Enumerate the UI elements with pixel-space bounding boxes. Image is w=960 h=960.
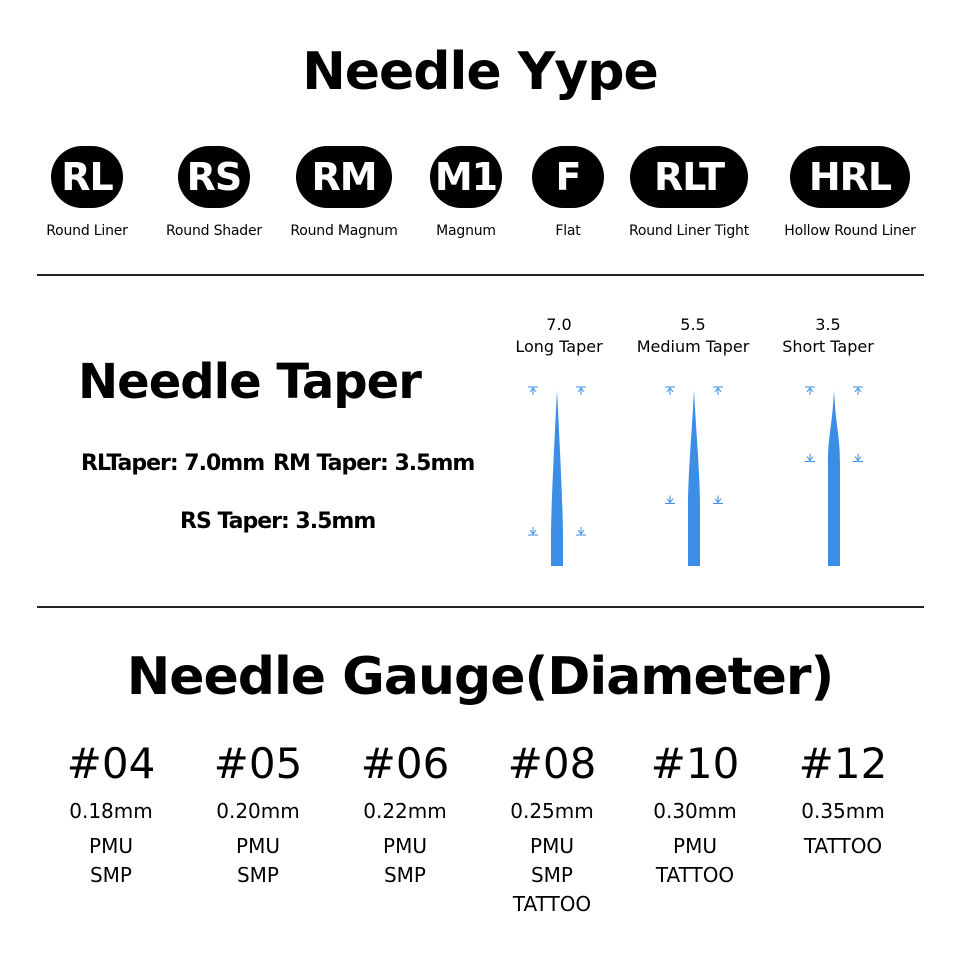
gauge-use: TATTOO — [803, 834, 883, 858]
gauge-diameter: 0.30mm — [653, 799, 737, 823]
gauge-item — [482, 736, 622, 919]
taper-value: 7.0 — [546, 315, 572, 334]
needle-type-label: Hollow Round Liner — [784, 223, 916, 239]
gauge-number: #05 — [213, 739, 303, 788]
gauge-uses — [773, 832, 913, 861]
needle-type-label: Magnum — [436, 223, 496, 239]
needle-type-label: Round Magnum — [290, 223, 398, 239]
gauge-item — [41, 736, 181, 890]
needle-code-badge: F — [532, 146, 604, 208]
gauge-use: PMU — [530, 834, 574, 858]
rl-taper-spec: RLTaper: 7.0mm — [81, 451, 265, 476]
gauge-diameter: 0.22mm — [363, 799, 447, 823]
needle-type-label: Round Liner — [46, 223, 128, 239]
gauge-diameter: 0.35mm — [801, 799, 885, 823]
needle-code-badge: RLT — [630, 146, 748, 208]
gauge-number: #08 — [507, 739, 597, 788]
gauge-use: SMP — [89, 863, 132, 887]
gauge-use: SMP — [530, 863, 573, 887]
needle-type-label: Flat — [555, 223, 581, 239]
gauge-number: #04 — [66, 739, 156, 788]
gauge-use: PMU — [89, 834, 133, 858]
gauge-item — [335, 736, 475, 890]
gauge-diameter: 0.25mm — [510, 799, 594, 823]
gauge-use: SMP — [236, 863, 279, 887]
gauge-item — [773, 736, 913, 861]
needle-code-badge: M1 — [430, 146, 502, 208]
gauge-use: PMU — [236, 834, 280, 858]
taper-value: 3.5 — [815, 315, 841, 334]
gauge-uses — [41, 832, 181, 890]
needle-type-title: Needle Yype — [302, 42, 658, 102]
gauge-number: #12 — [798, 739, 888, 788]
needle-gauge-title: Needle Gauge(Diameter) — [126, 647, 834, 707]
gauge-diameter: 0.18mm — [69, 799, 153, 823]
needle-shape — [551, 390, 563, 566]
taper-name: Short Taper — [782, 337, 874, 356]
needle-shape — [688, 390, 700, 566]
gauge-use: TATTOO — [512, 892, 592, 916]
gauge-uses — [482, 832, 622, 919]
needle-type-label: Round Liner Tight — [629, 223, 749, 239]
gauge-uses — [188, 832, 328, 890]
gauge-diameter: 0.20mm — [216, 799, 300, 823]
section-divider — [37, 606, 924, 608]
rs-taper-spec: RS Taper: 3.5mm — [180, 509, 376, 534]
taper-name: Long Taper — [515, 337, 603, 356]
gauge-use: SMP — [383, 863, 426, 887]
gauge-use: TATTOO — [655, 863, 735, 887]
gauge-use: PMU — [383, 834, 427, 858]
needle-code-badge: RS — [178, 146, 250, 208]
gauge-use: PMU — [673, 834, 717, 858]
gauge-item — [625, 736, 765, 890]
gauge-number: #06 — [360, 739, 450, 788]
gauge-uses — [625, 832, 765, 890]
needle-code-badge: HRL — [790, 146, 910, 208]
gauge-uses — [335, 832, 475, 890]
gauge-number: #10 — [650, 739, 740, 788]
needle-shape — [828, 390, 840, 566]
rm-taper-spec: RM Taper: 3.5mm — [273, 451, 475, 476]
needle-code-badge: RM — [296, 146, 392, 208]
needle-code-badge: RL — [51, 146, 123, 208]
taper-name: Medium Taper — [636, 337, 750, 356]
gauge-item — [188, 736, 328, 890]
needle-type-label: Round Shader — [166, 223, 262, 239]
needle-taper-title: Needle Taper — [78, 354, 421, 410]
taper-value: 5.5 — [680, 315, 706, 334]
